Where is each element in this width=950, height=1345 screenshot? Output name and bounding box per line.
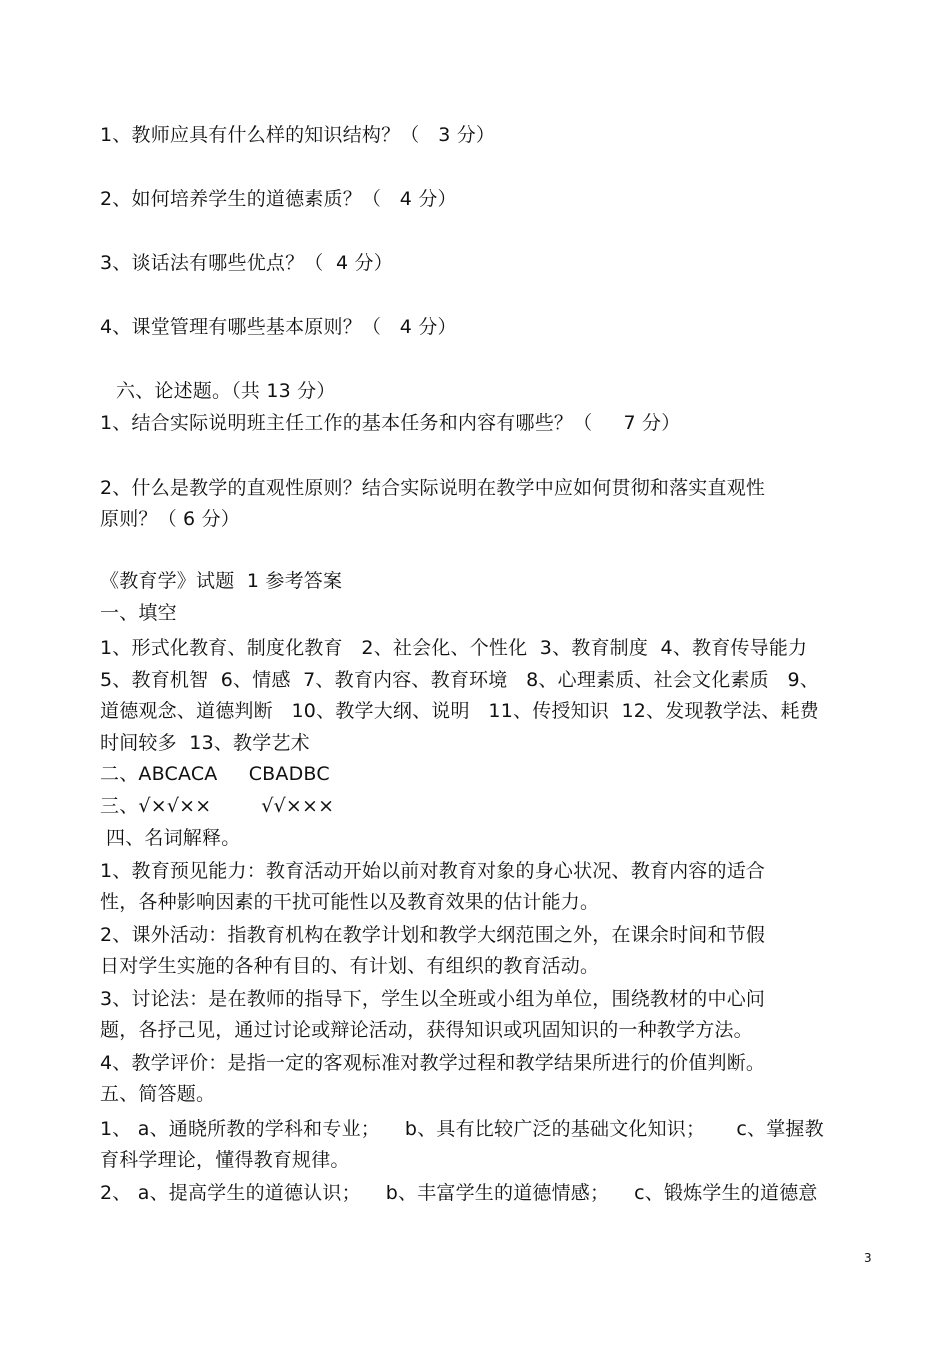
answer-section-5: 五、简答题。	[100, 1083, 216, 1105]
short-answer-1-line2: 育科学理论，懂得教育规律。	[100, 1149, 350, 1171]
definition-4: 4、教学评价：是指一定的客观标准对教学过程和教学结果所进行的价值判断。	[100, 1052, 766, 1074]
definition-2-line1: 2、课外活动：指教育机构在教学计划和教学大纲范围之外，在课余时间和节假	[100, 924, 766, 946]
answer-section-4: 四、名词解释。	[106, 827, 241, 849]
essay-question-1: 1、结合实际说明班主任工作的基本任务和内容有哪些？（ 7 分）	[100, 412, 681, 434]
short-answer-1-line1: 1、 a、通晓所教的学科和专业； b、具有比较广泛的基础文化知识； c、掌握教	[100, 1118, 824, 1140]
definition-1-line2: 性，各种影响因素的干扰可能性以及教育效果的估计能力。	[100, 891, 600, 913]
question-2: 2、如何培养学生的道德素质？（ 4 分）	[100, 188, 457, 210]
definition-2-line2: 日对学生实施的各种有目的、有计划、有组织的教育活动。	[100, 955, 600, 977]
fill-answers-line3: 道德观念、道德判断 10、教学大纲、说明 11、传授知识 12、发现教学法、耗费	[100, 700, 819, 722]
page-number: 3	[864, 1251, 872, 1265]
short-answer-2-line1: 2、 a、提高学生的道德认识； b、丰富学生的道德情感； c、锻炼学生的道德意	[100, 1182, 818, 1204]
definition-3-line2: 题，各抒己见，通过讨论或辩论活动，获得知识或巩固知识的一种教学方法。	[100, 1019, 753, 1041]
answer-section-2: 二、ABCACA CBADBC	[100, 763, 330, 785]
essay-question-2-line2: 原则？（ 6 分）	[100, 508, 240, 530]
answer-title: 《教育学》试题 1 参考答案	[100, 570, 343, 592]
definition-1-line1: 1、教育预见能力：教育活动开始以前对教育对象的身心状况、教育内容的适合	[100, 860, 766, 882]
answer-section-3: 三、√×√×× √√×××	[100, 795, 335, 817]
definition-3-line1: 3、讨论法：是在教师的指导下，学生以全班或小组为单位，围绕教材的中心问	[100, 988, 766, 1010]
answer-section-1: 一、填空	[100, 602, 177, 624]
fill-answers-line1: 1、形式化教育、制度化教育 2、社会化、个性化 3、教育制度 4、教育传导能力	[100, 637, 808, 659]
fill-answers-line2: 5、教育机智 6、情感 7、教育内容、教育环境 8、心理素质、社会文化素质 9、	[100, 669, 820, 691]
section-6-heading: 六、论述题。（共 13 分）	[116, 380, 336, 402]
question-1: 1、教师应具有什么样的知识结构？（ 3 分）	[100, 124, 496, 146]
question-3: 3、谈话法有哪些优点？（ 4 分）	[100, 252, 393, 274]
essay-question-2-line1: 2、什么是教学的直观性原则？结合实际说明在教学中应如何贯彻和落实直观性	[100, 477, 766, 499]
question-4: 4、课堂管理有哪些基本原则？（ 4 分）	[100, 316, 457, 338]
fill-answers-line4: 时间较多 13、教学艺术	[100, 732, 310, 754]
